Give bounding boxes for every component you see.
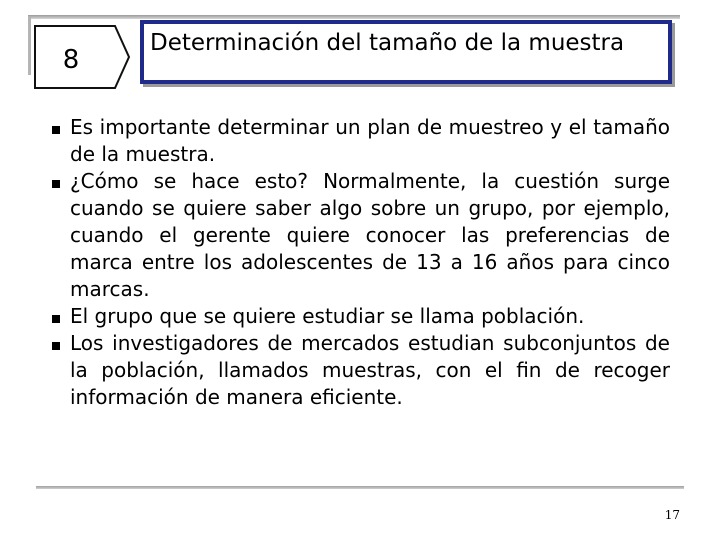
top-rule [28,15,680,19]
bullet-text: ¿Cómo se hace esto? Normalmente, la cuestión surge cuando se quiere saber algo sobre un grupo, por ejemplo, cuando el gerente quiere conocer las preferencias de marca entre los adolescentes de 13 a 16 años para cinco marcas. [70,169,670,301]
bullet-text: El grupo que se quiere estudiar se llama población. [70,304,585,328]
bullet-text: Los investigadores de mercados estudian subconjuntos de la población, llamados muestras, con el fin de recoger información de manera eficiente. [70,331,670,409]
bullet-text: Es importante determinar un plan de muestreo y el tamaño de la muestra. [70,115,670,166]
bullet-item [52,114,670,168]
section-number: 8 [62,45,80,75]
section-badge [33,24,131,90]
bottom-rule [36,486,684,489]
square-bullet-icon [52,180,60,188]
bullet-item [52,330,670,411]
left-rule [28,17,31,75]
square-bullet-icon [52,126,60,134]
title-box [140,20,672,84]
page-number: 17 [664,508,680,522]
bullet-list [52,114,670,411]
square-bullet-icon [52,342,60,350]
bullet-item [52,303,670,330]
slide-title: Determinación del tamaño de la muestra [150,30,625,56]
square-bullet-icon [52,315,60,323]
bullet-item [52,168,670,303]
